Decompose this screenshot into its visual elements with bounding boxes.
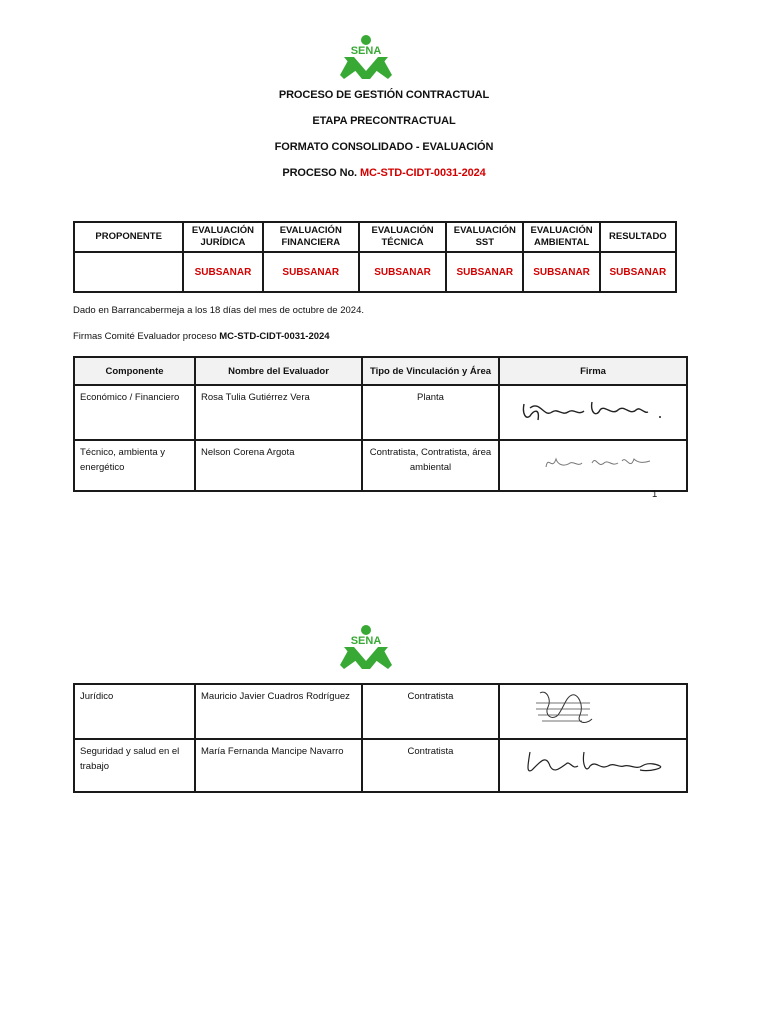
row-componente: Económico / Financiero xyxy=(74,385,195,440)
header-sst: EVALUACIÓN SST xyxy=(446,222,523,252)
header-proponente: PROPONENTE xyxy=(74,222,183,252)
signature-row xyxy=(74,684,687,739)
row-tipo: Contratista xyxy=(362,684,499,739)
header-firma: Firma xyxy=(499,357,687,385)
header-tipo: Tipo de Vinculación y Área xyxy=(362,357,499,385)
sena-logo xyxy=(336,625,396,675)
evaluation-table xyxy=(73,221,677,293)
document-format: FORMATO CONSOLIDADO - EVALUACIÓN xyxy=(274,141,494,153)
row-componente: Técnico, ambienta y energético xyxy=(74,440,195,491)
evaluation-row xyxy=(74,252,676,292)
header-tecnica: EVALUACIÓN TÉCNICA xyxy=(359,222,446,252)
cell-financiera: SUBSANAR xyxy=(263,252,359,292)
evaluation-header-row xyxy=(74,222,676,252)
row-tipo: Planta xyxy=(362,385,499,440)
process-code: MC-STD-CIDT-0031-2024 xyxy=(359,167,486,179)
date-text: Dado en Barrancabermeja a los 18 días del mes de octubre de 2024. xyxy=(73,305,364,316)
signatures-table xyxy=(73,356,688,492)
signature-row xyxy=(74,385,687,440)
cell-juridica: SUBSANAR xyxy=(183,252,262,292)
page-number: 1 xyxy=(652,489,658,500)
signatures-intro: Firmas Comité Evaluador proceso MC-STD-CIDT-0031-2024 xyxy=(73,331,330,342)
signatures-process-code: MC-STD-CIDT-0031-2024 xyxy=(219,331,330,342)
row-nombre: Rosa Tulia Gutiérrez Vera xyxy=(195,385,362,440)
header-nombre: Nombre del Evaluador xyxy=(195,357,362,385)
header-ambiental: EVALUACIÓN AMBIENTAL xyxy=(523,222,599,252)
cell-resultado: SUBSANAR xyxy=(600,252,676,292)
document-title: PROCESO DE GESTIÓN CONTRACTUAL xyxy=(278,89,490,101)
header-resultado: RESULTADO xyxy=(600,222,676,252)
sena-logo xyxy=(336,35,396,85)
cell-ambiental: SUBSANAR xyxy=(523,252,599,292)
signature-image xyxy=(499,739,687,792)
cell-proponente xyxy=(74,252,183,292)
row-tipo: Contratista, Contratista, área ambiental xyxy=(362,440,499,491)
signatures-header-row xyxy=(74,357,687,385)
signature-image xyxy=(499,684,687,739)
process-label: PROCESO No. xyxy=(282,167,358,179)
row-nombre: María Fernanda Mancipe Navarro xyxy=(195,739,362,792)
logo-text: SENA xyxy=(350,45,382,57)
header-juridica: EVALUACIÓN JURÍDICA xyxy=(183,222,262,252)
process-number xyxy=(0,167,768,179)
signature-image xyxy=(499,385,687,440)
cell-tecnica: SUBSANAR xyxy=(359,252,446,292)
cell-sst: SUBSANAR xyxy=(446,252,523,292)
row-nombre: Mauricio Javier Cuadros Rodríguez xyxy=(195,684,362,739)
document-stage: ETAPA PRECONTRACTUAL xyxy=(312,115,456,127)
header-financiera: EVALUACIÓN FINANCIERA xyxy=(263,222,359,252)
row-nombre: Nelson Corena Argota xyxy=(195,440,362,491)
signature-row xyxy=(74,739,687,792)
row-componente: Seguridad y salud en el trabajo xyxy=(74,739,195,792)
signatures-table-continued xyxy=(73,683,688,793)
row-tipo: Contratista xyxy=(362,739,499,792)
signature-image xyxy=(499,440,687,491)
row-componente: Jurídico xyxy=(74,684,195,739)
header-componente: Componente xyxy=(74,357,195,385)
logo-text: SENA xyxy=(350,635,382,647)
signature-row xyxy=(74,440,687,491)
